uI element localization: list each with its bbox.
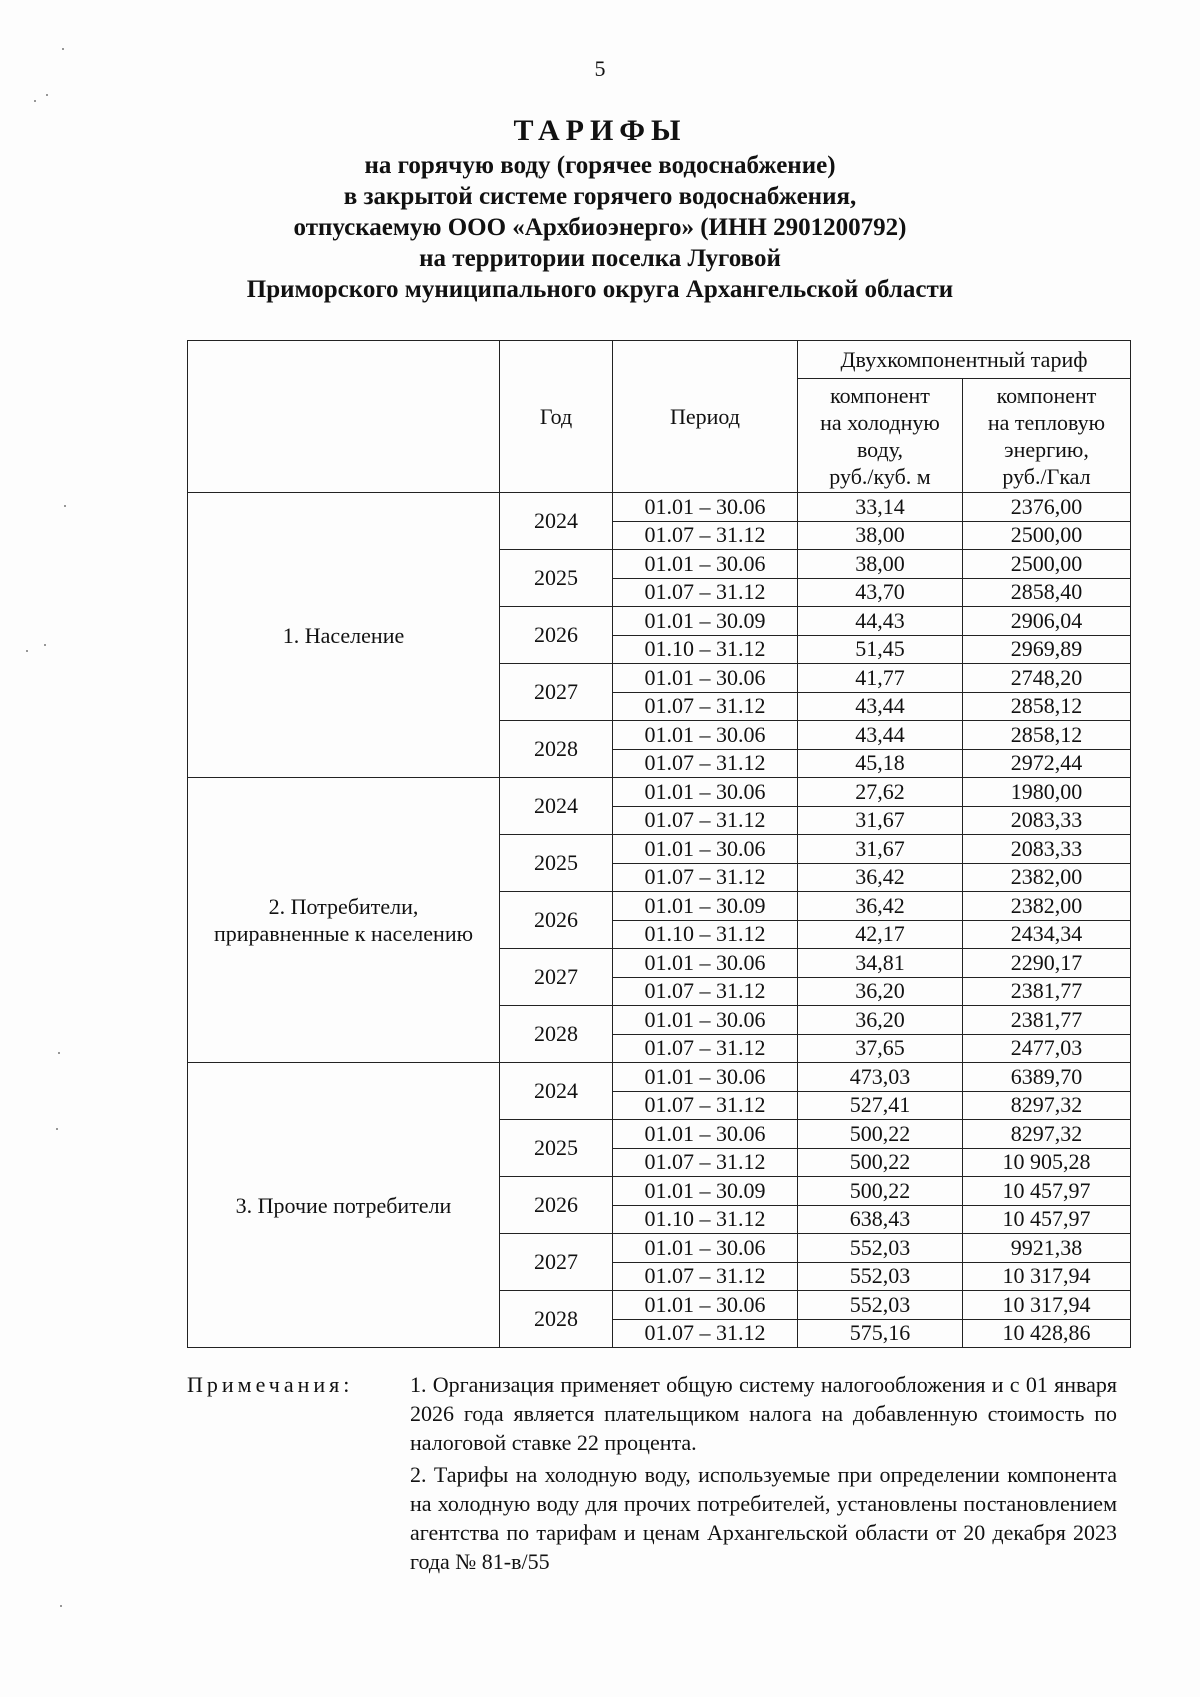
year-cell: 2026 (500, 892, 613, 949)
cold-water-tariff-cell: 31,67 (798, 835, 963, 864)
header-line: руб./куб. м (829, 463, 931, 489)
cold-water-tariff-cell: 43,44 (798, 692, 963, 721)
period-cell: 01.07 – 31.12 (613, 1319, 798, 1348)
cold-water-tariff-cell: 500,22 (798, 1120, 963, 1149)
year-cell: 2028 (500, 721, 613, 778)
header-line: на тепловую (987, 409, 1106, 435)
heat-energy-tariff-cell: 10 428,86 (963, 1319, 1131, 1348)
scan-speck (62, 48, 64, 50)
cold-water-tariff-cell: 51,45 (798, 635, 963, 664)
period-cell: 01.01 – 30.06 (613, 949, 798, 978)
year-cell: 2027 (500, 664, 613, 721)
header-line: энергию, (1004, 436, 1089, 462)
cold-water-tariff-cell: 42,17 (798, 920, 963, 949)
period-cell: 01.07 – 31.12 (613, 1262, 798, 1291)
year-cell: 2024 (500, 778, 613, 835)
header-line: воду, (856, 436, 904, 462)
heat-energy-tariff-cell: 1980,00 (963, 778, 1131, 807)
heat-energy-tariff-cell: 2972,44 (963, 749, 1131, 778)
year-cell: 2025 (500, 835, 613, 892)
title-line: на горячую воду (горячее водоснабжение) (364, 152, 836, 179)
table-row (188, 778, 1131, 807)
cold-water-tariff-cell: 638,43 (798, 1205, 963, 1234)
cold-water-tariff-cell: 45,18 (798, 749, 963, 778)
cold-water-tariff-cell: 43,44 (798, 721, 963, 750)
heat-energy-tariff-cell: 2376,00 (963, 493, 1131, 522)
heat-energy-tariff-cell: 2381,77 (963, 977, 1131, 1006)
cold-water-tariff-cell: 36,20 (798, 1006, 963, 1035)
heat-energy-tariff-cell: 2382,00 (963, 892, 1131, 921)
year-cell: 2026 (500, 1177, 613, 1234)
note-item: 2. Тарифы на холодную воду, используемые при определении компонента на холодную воду для прочих потребителей, установлены постановлением агентства по тарифам и ценам Архангельской области от 20 декабря 2023 года № 81-в/55 (410, 1462, 1117, 1574)
notes-label: Примечания: (187, 1372, 354, 1397)
heat-energy-tariff-cell: 2858,12 (963, 721, 1131, 750)
period-cell: 01.07 – 31.12 (613, 977, 798, 1006)
table-row (188, 493, 1131, 522)
group-name-line: 3. Прочие потребители (235, 1192, 452, 1218)
cold-water-tariff-cell: 500,22 (798, 1148, 963, 1177)
title-line: отпускаемую ООО «Архбиоэнерго» (ИНН 2901200792) (293, 214, 907, 241)
period-cell: 01.01 – 30.06 (613, 1234, 798, 1263)
heat-energy-tariff-cell: 2748,20 (963, 664, 1131, 693)
title-main: ТАРИФЫ (513, 114, 687, 147)
year-cell: 2028 (500, 1006, 613, 1063)
title-line: Приморского муниципального округа Архангельской области (246, 276, 954, 303)
year-cell: 2025 (500, 550, 613, 607)
cold-water-tariff-cell: 38,00 (798, 550, 963, 579)
group-name-cell (188, 1063, 500, 1348)
title-line: в закрытой системе горячего водоснабжения, (343, 183, 857, 210)
year-cell: 2027 (500, 1234, 613, 1291)
heat-energy-tariff-cell: 2969,89 (963, 635, 1131, 664)
period-cell: 01.07 – 31.12 (613, 1091, 798, 1120)
cold-water-tariff-cell: 552,03 (798, 1234, 963, 1263)
period-cell: 01.10 – 31.12 (613, 635, 798, 664)
group-name-cell (188, 778, 500, 1063)
heat-energy-tariff-cell: 2500,00 (963, 521, 1131, 550)
cold-water-tariff-cell: 527,41 (798, 1091, 963, 1120)
period-cell: 01.10 – 31.12 (613, 920, 798, 949)
scan-speck (26, 650, 28, 652)
period-cell: 01.07 – 31.12 (613, 1148, 798, 1177)
heat-energy-tariff-cell: 2382,00 (963, 863, 1131, 892)
scan-speck (60, 1605, 62, 1607)
year-cell: 2026 (500, 607, 613, 664)
period-cell: 01.01 – 30.09 (613, 892, 798, 921)
tariff-table (187, 340, 1131, 1348)
period-cell: 01.01 – 30.06 (613, 1006, 798, 1035)
group-name-cell (188, 493, 500, 778)
heat-energy-tariff-cell: 2083,33 (963, 806, 1131, 835)
period-cell: 01.01 – 30.06 (613, 835, 798, 864)
heat-energy-tariff-cell: 2290,17 (963, 949, 1131, 978)
period-cell: 01.01 – 30.06 (613, 1063, 798, 1092)
note-item: 1. Организация применяет общую систему налогообложения и с 01 января 2026 года является плательщиком налога на добавленную стоимость по налоговой ставке 22 процента. (410, 1372, 1117, 1455)
cold-water-tariff-cell: 36,42 (798, 892, 963, 921)
period-cell: 01.07 – 31.12 (613, 863, 798, 892)
header-cold-water (798, 379, 963, 493)
cold-water-tariff-cell: 43,70 (798, 578, 963, 607)
heat-energy-tariff-cell: 8297,32 (963, 1120, 1131, 1149)
cold-water-tariff-cell: 36,20 (798, 977, 963, 1006)
period-cell: 01.07 – 31.12 (613, 521, 798, 550)
cold-water-tariff-cell: 552,03 (798, 1262, 963, 1291)
period-cell: 01.10 – 31.12 (613, 1205, 798, 1234)
group-name-line: 2. Потребители, (268, 894, 419, 919)
document-title (0, 112, 1200, 305)
period-cell: 01.01 – 30.09 (613, 607, 798, 636)
header-line: компонент (996, 382, 1097, 408)
heat-energy-tariff-cell: 2858,40 (963, 578, 1131, 607)
period-cell: 01.01 – 30.06 (613, 1291, 798, 1320)
cold-water-tariff-cell: 36,42 (798, 863, 963, 892)
cold-water-tariff-cell: 34,81 (798, 949, 963, 978)
cold-water-tariff-cell: 473,03 (798, 1063, 963, 1092)
heat-energy-tariff-cell: 2500,00 (963, 550, 1131, 579)
heat-energy-tariff-cell: 2858,12 (963, 692, 1131, 721)
period-cell: 01.01 – 30.06 (613, 778, 798, 807)
year-cell: 2024 (500, 1063, 613, 1120)
header-line: на холодную (820, 409, 940, 435)
period-cell: 01.07 – 31.12 (613, 692, 798, 721)
period-cell: 01.07 – 31.12 (613, 1034, 798, 1063)
period-cell: 01.01 – 30.06 (613, 1120, 798, 1149)
period-cell: 01.07 – 31.12 (613, 578, 798, 607)
period-cell: 01.01 – 30.09 (613, 1177, 798, 1206)
year-cell: 2027 (500, 949, 613, 1006)
cold-water-tariff-cell: 38,00 (798, 521, 963, 550)
header-two-component: Двухкомпонентный тариф (798, 341, 1131, 379)
cold-water-tariff-cell: 500,22 (798, 1177, 963, 1206)
header-row (188, 341, 1131, 379)
cold-water-tariff-cell: 31,67 (798, 806, 963, 835)
heat-energy-tariff-cell: 6389,70 (963, 1063, 1131, 1092)
header-line: компонент (830, 382, 930, 408)
heat-energy-tariff-cell: 10 317,94 (963, 1291, 1131, 1320)
year-cell: 2024 (500, 493, 613, 550)
period-cell: 01.01 – 30.06 (613, 493, 798, 522)
group-name-line: приравненные к населению (213, 921, 474, 946)
page-number: 5 (594, 56, 606, 81)
group-name-line: 1. Население (282, 622, 405, 648)
heat-energy-tariff-cell: 8297,32 (963, 1091, 1131, 1120)
cold-water-tariff-cell: 575,16 (798, 1319, 963, 1348)
heat-energy-tariff-cell: 2477,03 (963, 1034, 1131, 1063)
cold-water-tariff-cell: 27,62 (798, 778, 963, 807)
heat-energy-tariff-cell: 2381,77 (963, 1006, 1131, 1035)
year-cell: 2028 (500, 1291, 613, 1348)
tariff-table-body (188, 341, 1131, 1348)
heat-energy-tariff-cell: 2906,04 (963, 607, 1131, 636)
heat-energy-tariff-cell: 10 905,28 (963, 1148, 1131, 1177)
header-category (188, 341, 500, 493)
scan-speck (58, 1052, 60, 1054)
header-line: руб./Гкал (1002, 463, 1091, 489)
cold-water-tariff-cell: 37,65 (798, 1034, 963, 1063)
heat-energy-tariff-cell: 10 457,97 (963, 1177, 1131, 1206)
heat-energy-tariff-cell: 2434,34 (963, 920, 1131, 949)
heat-energy-tariff-cell: 2083,33 (963, 835, 1131, 864)
cold-water-tariff-cell: 44,43 (798, 607, 963, 636)
heat-energy-tariff-cell: 9921,38 (963, 1234, 1131, 1263)
scan-speck (64, 505, 66, 507)
period-cell: 01.01 – 30.06 (613, 721, 798, 750)
table-row (188, 1063, 1131, 1092)
header-year: Год (500, 341, 613, 493)
notes-list (410, 1370, 1117, 1579)
scan-speck (56, 1128, 58, 1130)
cold-water-tariff-cell: 41,77 (798, 664, 963, 693)
cold-water-tariff-cell: 33,14 (798, 493, 963, 522)
period-cell: 01.07 – 31.12 (613, 806, 798, 835)
cold-water-tariff-cell: 552,03 (798, 1291, 963, 1320)
header-heat-energy (963, 379, 1131, 493)
heat-energy-tariff-cell: 10 317,94 (963, 1262, 1131, 1291)
period-cell: 01.01 – 30.06 (613, 664, 798, 693)
period-cell: 01.01 – 30.06 (613, 550, 798, 579)
scan-speck (46, 94, 48, 96)
period-cell: 01.07 – 31.12 (613, 749, 798, 778)
scan-speck (34, 100, 36, 102)
scan-speck (44, 644, 46, 646)
year-cell: 2025 (500, 1120, 613, 1177)
heat-energy-tariff-cell: 10 457,97 (963, 1205, 1131, 1234)
title-line: на территории поселка Луговой (419, 245, 781, 272)
header-period: Период (613, 341, 798, 493)
